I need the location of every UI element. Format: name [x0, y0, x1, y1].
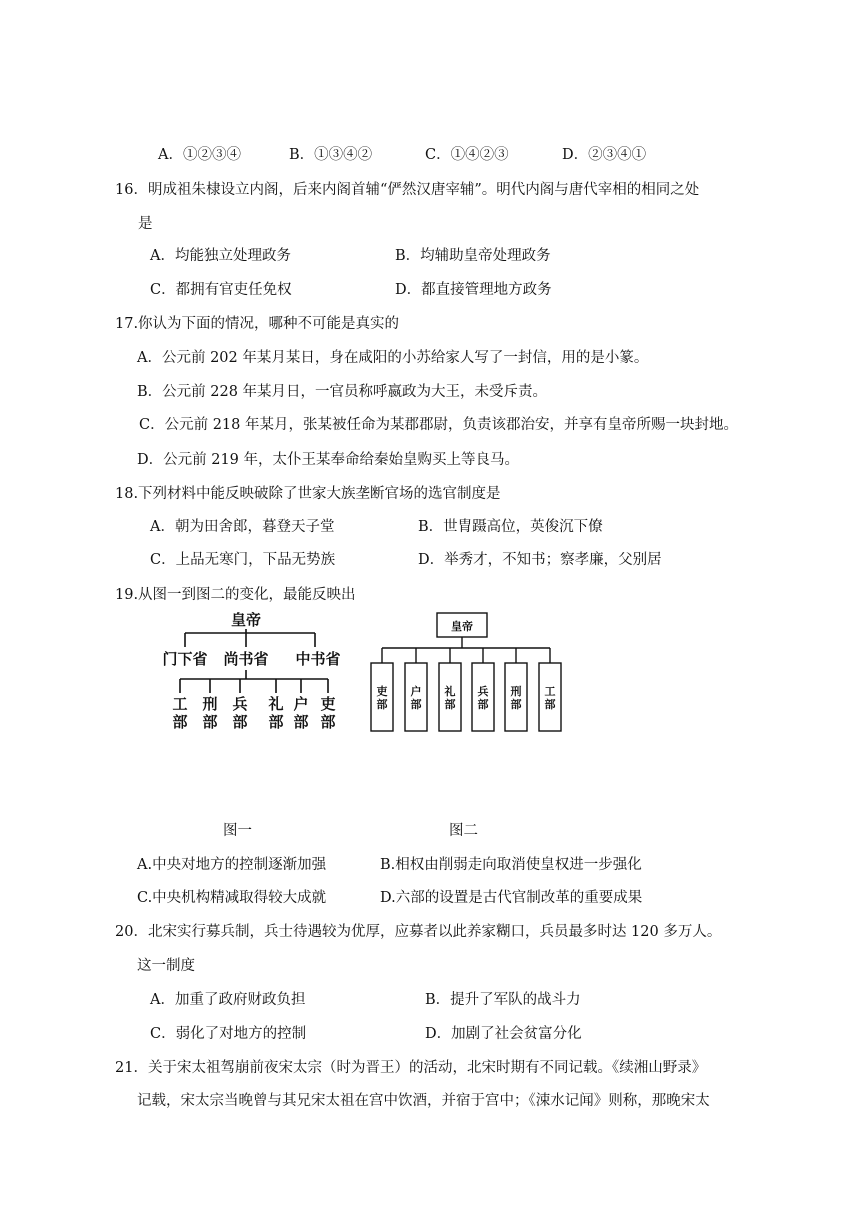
figure-2-departments	[371, 648, 561, 731]
figure-2-dept-hu: 户部	[410, 685, 422, 711]
question-20-stem-line2: 这一制度	[137, 958, 195, 974]
option-d: D．②③④①	[562, 147, 647, 163]
figure-1-zhongshu-sheng: 中书省	[295, 650, 341, 668]
option-b: B.相权由削弱走向取消使皇权进一步强化	[380, 857, 642, 873]
figure-1-dept-li-personnel: 吏部	[320, 695, 336, 731]
figure-2-dept-li-personnel: 吏部	[376, 685, 388, 711]
figure-1-diagram	[160, 605, 360, 740]
figure-2-dept-xing: 刑部	[510, 685, 522, 711]
question-21-stem-line2: 记载，宋太宗当晚曾与其兄宋太祖在宫中饮酒，并宿于宫中；《涑水记闻》则称，那晚宋太	[137, 1093, 710, 1109]
option-a: A．①②③④	[158, 147, 241, 163]
option-a: A．公元前 202 年某月某日，身在咸阳的小苏给家人写了一封信，用的是小篆。	[137, 350, 649, 366]
figure-1-dept-bing: 兵部	[232, 695, 248, 731]
figure-2-emperor: 皇帝	[451, 620, 473, 633]
option-c: C．①④②③	[425, 147, 509, 163]
figure-1-emperor: 皇帝	[230, 611, 262, 629]
option-a: A．加重了政府财政负担	[150, 992, 306, 1008]
question-18-stem: 18.下列材料中能反映破除了世家大族垄断官场的选官制度是	[115, 486, 501, 502]
option-a: A．均能独立处理政务	[150, 248, 291, 264]
figure-1-departments	[172, 679, 335, 731]
figure-2-dept-gong: 工部	[544, 685, 556, 711]
option-c: C．公元前 218 年某月，张某被任命为某郡郡尉，负责该郡治安，并享有皇帝所赐一块封地。	[139, 417, 738, 433]
option-c: C．上品无寒门，下品无势族	[150, 552, 336, 568]
option-c: C．都拥有官吏任免权	[150, 282, 292, 298]
option-a: A．朝为田舍郎，暮登天子堂	[150, 519, 335, 535]
option-a: A.中央对地方的控制逐渐加强	[137, 857, 327, 873]
option-b: B．①③④②	[289, 147, 373, 163]
option-c: C.中央机构精减取得较大成就	[137, 890, 327, 906]
question-17-stem: 17.你认为下面的情况，哪种不可能是真实的	[115, 316, 400, 332]
option-b: B．世胄蹑高位，英俊沉下僚	[418, 519, 603, 535]
question-16-stem-line2: 是	[138, 216, 153, 232]
figure-2-diagram	[365, 610, 575, 740]
question-16-stem-line1: 16．明成祖朱棣设立内阁，后来内阁首辅“俨然汉唐宰辅”。明代内阁与唐代宰相的相同之处	[115, 182, 700, 198]
figure-1-menxia-sheng: 门下省	[162, 650, 208, 668]
figure-2-dept-li-rites: 礼部	[444, 685, 456, 711]
option-d: D．公元前 219 年，太仆王某奉命给秦始皇购买上等良马。	[137, 452, 520, 468]
option-d: D.六部的设置是古代官制改革的重要成果	[380, 890, 643, 906]
figure-1-dept-gong: 工部	[172, 695, 188, 731]
question-21-stem-line1: 21．关于宋太祖驾崩前夜宋太宗（时为晋王）的活动，北宋时期有不同记载。《续湘山野录》	[115, 1060, 707, 1076]
figure-1-dept-hu: 户部	[293, 695, 309, 731]
figure-2-caption: 图二	[449, 823, 478, 839]
option-b: B．提升了军队的战斗力	[425, 992, 581, 1008]
option-c: C．弱化了对地方的控制	[150, 1026, 307, 1042]
option-d: D．加剧了社会贫富分化	[425, 1026, 582, 1042]
figure-1-shangshu-sheng: 尚书省	[223, 650, 269, 668]
option-d: D．举秀才，不知书；察孝廉，父别居	[418, 552, 662, 568]
question-19-stem: 19.从图一到图二的变化，最能反映出	[115, 587, 356, 603]
figure-1-caption: 图一	[223, 823, 252, 839]
figure-1-dept-li-rites: 礼部	[268, 695, 284, 731]
question-20-stem-line1: 20．北宋实行募兵制，兵士待遇较为优厚，应募者以此养家糊口，兵员最多时达 120 多万人。	[115, 924, 722, 940]
figure-2-dept-bing: 兵部	[477, 685, 489, 711]
figure-1-dept-xing: 刑部	[202, 695, 218, 731]
option-b: B．均辅助皇帝处理政务	[395, 248, 551, 264]
option-b: B．公元前 228 年某月日，一官员称呼嬴政为大王，未受斥责。	[137, 384, 548, 400]
option-d: D．都直接管理地方政务	[395, 282, 552, 298]
